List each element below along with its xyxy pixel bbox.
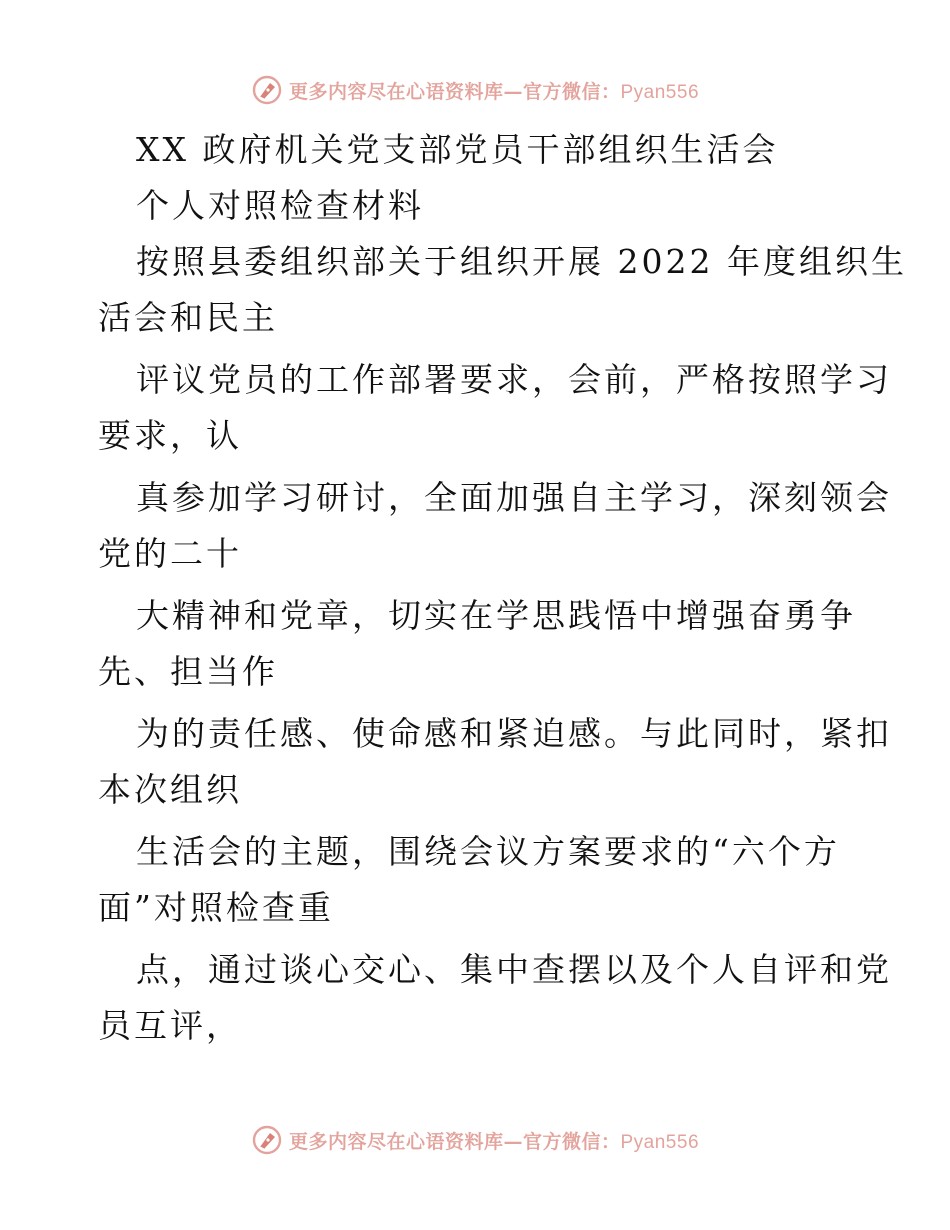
footer-watermark — [0, 1120, 950, 1160]
paragraph-line: 党的二十 — [98, 534, 242, 573]
paragraph-line: 大精神和党章，切实在学思践悟中增强奋勇争 — [136, 596, 856, 635]
paragraph-line: 按照县委组织部关于组织开展 2022 年度组织生 — [136, 242, 907, 281]
paragraph-line: 先、担当作 — [98, 652, 278, 691]
paragraph-line: 为的责任感、使命感和紧迫感。与此同时，紧扣 — [136, 714, 892, 753]
pen-nib-circle-icon — [251, 1124, 283, 1156]
paragraph-line: 员互评， — [98, 1006, 242, 1045]
paragraph-line: 生活会的主题，围绕会议方案要求的“六个方 — [136, 832, 840, 871]
paragraph-line: 面”对照检查重 — [98, 888, 334, 927]
paragraph-line: 活会和民主 — [98, 298, 278, 337]
paragraph-line: 评议党员的工作部署要求，会前，严格按照学习 — [136, 360, 892, 399]
watermark-text: 更多内容尽在心语资料库—官方微信：Pyan556 — [288, 80, 700, 103]
document-subtitle: 个人对照检查材料 — [136, 186, 424, 225]
paragraph-line: 真参加学习研讨，全面加强自主学习，深刻领会 — [136, 478, 892, 517]
paragraph-line: 点，通过谈心交心、集中查摆以及个人自评和党 — [136, 950, 892, 989]
header-watermark — [0, 70, 950, 110]
document-title: XX 政府机关党支部党员干部组织生活会 — [136, 130, 779, 169]
watermark-text: 更多内容尽在心语资料库—官方微信：Pyan556 — [288, 1130, 700, 1153]
pen-nib-circle-icon — [251, 74, 283, 106]
paragraph-line: 要求，认 — [98, 416, 242, 455]
paragraph-line: 本次组织 — [98, 770, 242, 809]
